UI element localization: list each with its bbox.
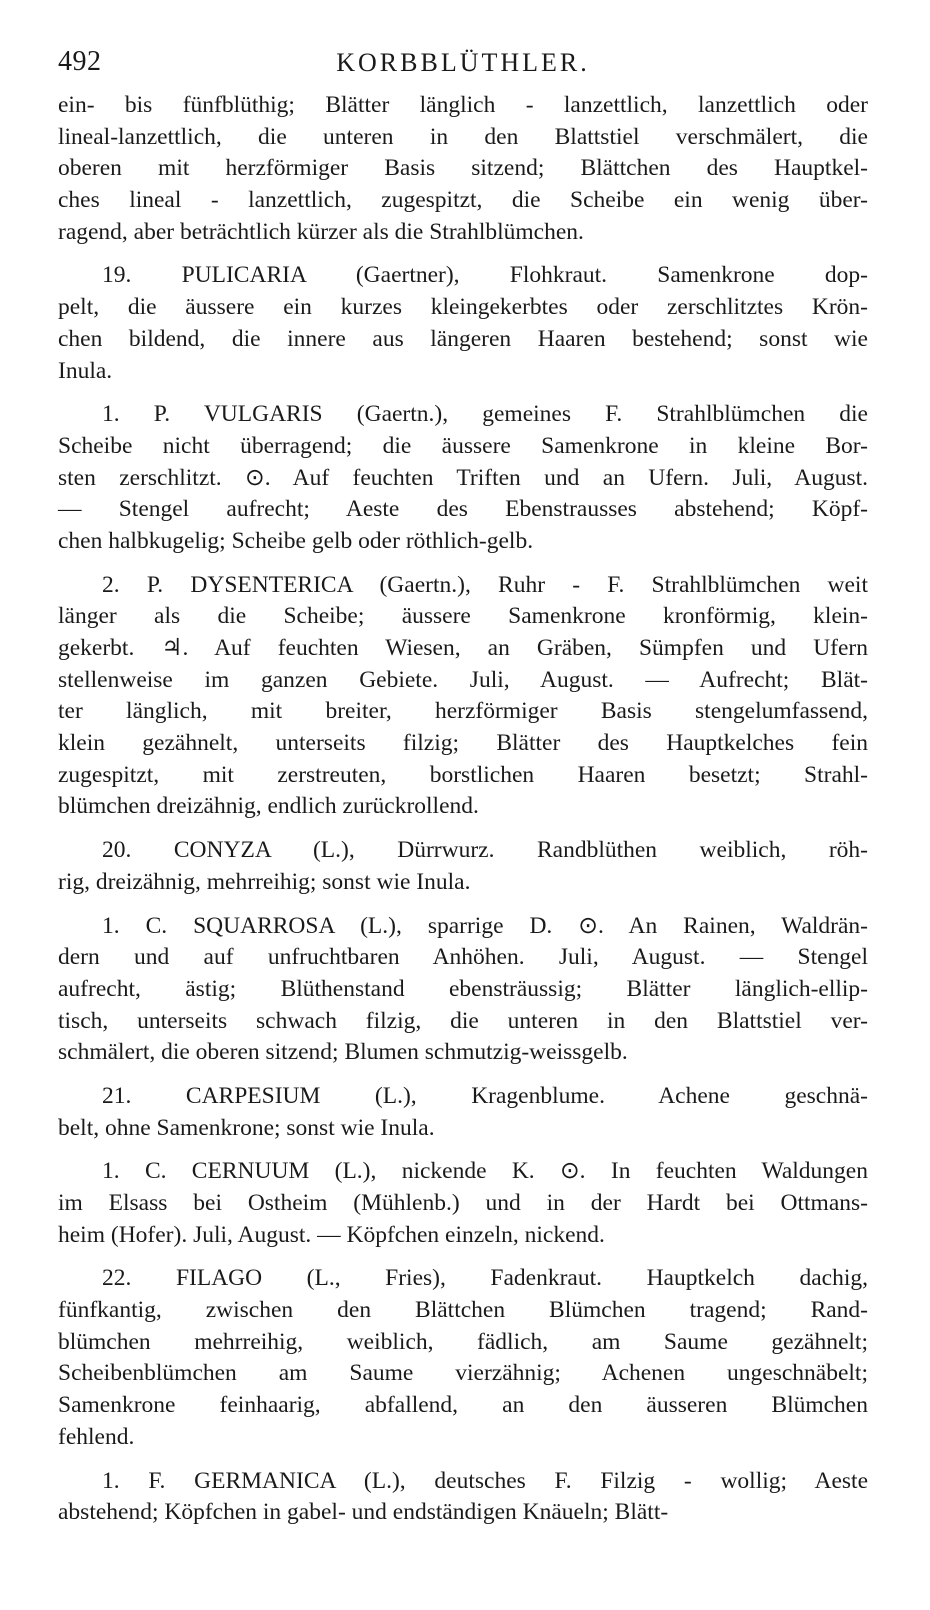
text-line: abstehend; Köpfchen in gabel- und endständigen Knäueln; Blätt- (58, 1499, 669, 1526)
text-line: Samenkrone feinhaarig, abfallend, an den äusseren Blümchen (58, 1392, 868, 1419)
paragraph (58, 835, 868, 898)
text-line: ragend, aber beträchtlich kürzer als die Strahlblümchen. (58, 218, 584, 245)
text-line: 19. PULICARIA (Gaertner), Flohkraut. Samenkrone dop- (102, 262, 868, 289)
text-line: dern und auf unfruchtbaren Anhöhen. Juli, August. — Stengel (58, 944, 868, 971)
text-line: 22. FILAGO (L., Fries), Fadenkraut. Hauptkelch dachig, (102, 1265, 868, 1292)
text-line: länger als die Scheibe; äussere Samenkrone kronförmig, klein- (58, 603, 868, 630)
text-line: klein gezähnelt, unterseits filzig; Blätter des Hauptkelches fein (58, 730, 868, 757)
text-line: ches lineal - lanzettlich, zugespitzt, die Scheibe ein wenig über- (58, 187, 868, 214)
text-line: im Elsass bei Ostheim (Mühlenb.) und in der Hardt bei Ottmans- (58, 1190, 868, 1216)
text-line: 2. P. DYSENTERICA (Gaertn.), Ruhr - F. Strahlblümchen weit (102, 571, 868, 598)
paragraph (58, 90, 868, 248)
text-line: — Stengel aufrecht; Aeste des Ebenstrausses abstehend; Köpf- (58, 496, 868, 523)
book-page (58, 40, 868, 1529)
paragraph (58, 911, 868, 1069)
page-header (58, 40, 868, 90)
text-line: ter länglich, mit breiter, herzförmiger Basis stengelumfassend, (58, 698, 868, 725)
text-line: chen halbkugelig; Scheibe gelb oder röthlich-gelb. (58, 527, 534, 554)
text-line: sten zerschlitzt. ⊙. Auf feuchten Triften und an Ufern. Juli, August. (58, 464, 868, 491)
text-line: chen bildend, die innere aus längeren Haaren bestehend; sonst wie (58, 325, 868, 352)
text-line: aufrecht, ästig; Blüthenstand ebensträussig; Blätter länglich-ellip- (58, 975, 868, 1002)
text-line: 1. C. SQUARROSA (L.), sparrige D. ⊙. An Rainen, Waldrän- (102, 912, 868, 939)
running-title: KORBBLÜTHLER. (336, 48, 590, 77)
text-line: ein- bis fünfblüthig; Blätter länglich - lanzettlich, lanzettlich oder (58, 92, 868, 118)
text-line: blümchen mehrreihig, weiblich, fädlich, am Saume gezähnelt; (58, 1328, 868, 1355)
text-line: Scheibenblümchen am Saume vierzähnig; Achenen ungeschnäbelt; (58, 1360, 868, 1387)
paragraph (58, 399, 868, 557)
text-line: heim (Hofer). Juli, August. — Köpfchen einzeln, nickend. (58, 1221, 605, 1248)
text-line: 20. CONYZA (L.), Dürrwurz. Randblüthen weiblich, röh- (102, 837, 868, 864)
text-line: 1. C. CERNUUM (L.), nickende K. ⊙. In feuchten Waldungen (102, 1158, 868, 1185)
paragraph (58, 1466, 868, 1529)
paragraph (58, 260, 868, 387)
text-line: oberen mit herzförmiger Basis sitzend; Blättchen des Hauptkel- (58, 155, 868, 182)
text-line: lineal-lanzettlich, die unteren in den Blattstiel verschmälert, die (58, 123, 868, 150)
text-line: 1. F. GERMANICA (L.), deutsches F. Filzig - wollig; Aeste (102, 1467, 868, 1494)
paragraph (58, 1263, 868, 1453)
text-line: schmälert, die oberen sitzend; Blumen schmutzig-weissgelb. (58, 1039, 628, 1066)
paragraph (58, 1156, 868, 1251)
text-line: 1. P. VULGARIS (Gaertn.), gemeines F. Strahlblümchen die (102, 401, 868, 428)
text-line: pelt, die äussere ein kurzes kleingekerbtes oder zerschlitztes Krön- (58, 294, 868, 321)
text-line: rig, dreizähnig, mehrreihig; sonst wie Inula. (58, 868, 471, 895)
text-line: stellenweise im ganzen Gebiete. Juli, August. — Aufrecht; Blät- (58, 666, 868, 693)
text-line: 21. CARPESIUM (L.), Kragenblume. Achene geschnä- (102, 1082, 868, 1109)
text-line: Inula. (58, 357, 113, 384)
text-line: gekerbt. ♃. Auf feuchten Wiesen, an Gräben, Sümpfen und Ufern (58, 635, 868, 661)
text-line: tisch, unterseits schwach filzig, die unteren in den Blattstiel ver- (58, 1007, 868, 1034)
body-text (58, 90, 868, 1529)
text-line: zugespitzt, mit zerstreuten, borstlichen Haaren besetzt; Strahl- (58, 761, 868, 788)
text-line: belt, ohne Samenkrone; sonst wie Inula. (58, 1114, 435, 1141)
text-line: fünfkantig, zwischen den Blättchen Blümchen tragend; Rand- (58, 1297, 868, 1324)
text-line: blümchen dreizähnig, endlich zurückrollend. (58, 793, 479, 820)
paragraph (58, 1081, 868, 1144)
paragraph (58, 570, 868, 824)
text-line: fehlend. (58, 1423, 135, 1450)
page-number: 492 (58, 46, 102, 77)
text-line: Scheibe nicht überragend; die äussere Samenkrone in kleine Bor- (58, 432, 868, 459)
